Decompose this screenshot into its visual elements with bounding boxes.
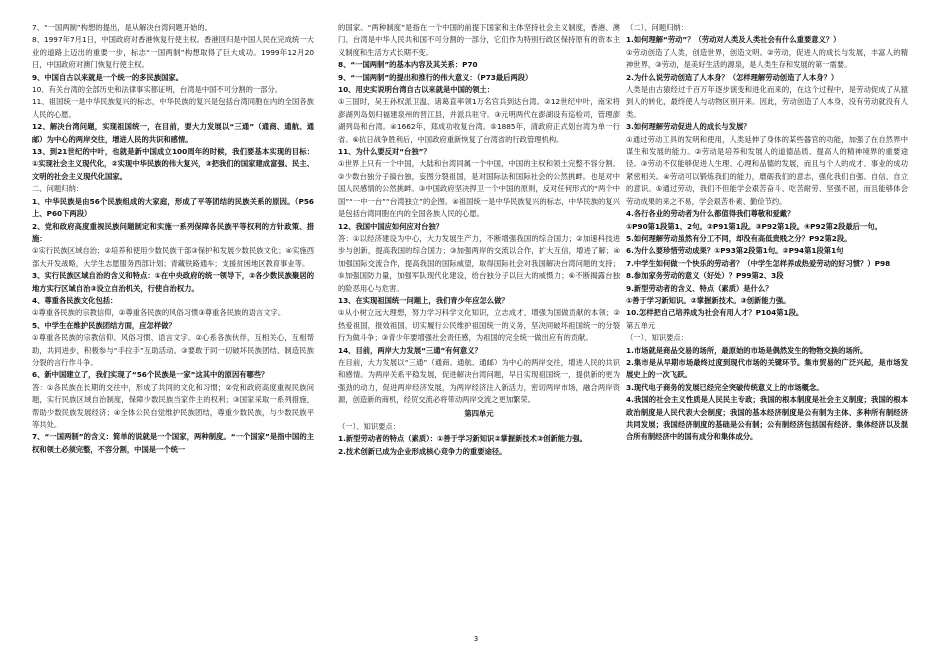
paragraph: 4.各行各业的劳动者为什么都值得我们尊敬和爱戴？ — [626, 209, 795, 219]
paragraph: 12、我国中国应如何应对台独？ — [338, 221, 444, 231]
paragraph: 1.新型劳动者的特点（素质）：①善于学习新知识②掌握新技术③创新能力强。 — [338, 434, 587, 444]
paragraph: 2.技术创新已成为企业形成核心竞争力的重要途径。 — [338, 446, 507, 456]
paragraph: 13、在实现祖国统一问题上，我们青少年应怎么做？ — [338, 295, 509, 305]
paragraph: 3.如何理解劳动促进人的成长与发展？ — [626, 122, 751, 132]
paragraph: 2.为什么说劳动创造了人本身？（怎样理解劳动创造了人本身？） — [626, 72, 839, 82]
paragraph: 在目前，大力发展以“三通”（通商、通航、通邮）为中心的两岸交往，增进人民的共识和感情。为两岸关系平稳发展，促进解决台湾问题，早日实现祖国统一，提供新的更为强劲的动力，促进两岸经济发展，为两岸经济注入新活力，密切两岸市场，融合两岸资源，创造新的商机，经贸交流必将带动两岸交流之更加繁荣。 — [338, 357, 620, 405]
paragraph: （二）、问题归纳： — [626, 23, 689, 32]
paragraph: ①尊重各民族的宗教信仰，②尊重各民族的风俗习惯③尊重各民族的语言文字。 — [32, 308, 286, 318]
paragraph: 1、中华民族是由56个民族组成的大家庭，形成了平等团结的民族关系的原因。（P56上、P60下两段） — [32, 196, 314, 219]
paragraph: 1.市场就是商品交易的场所，最原始的市场是偶然发生的物物交换的场所。 — [626, 345, 868, 355]
paragraph: ①从小树立远大理想，努力学习科学文化知识，立志成才，增强为国做贡献的本领；②热爱祖国，报效祖国，切实履行公民维护祖国统一的义务，坚决同破坏祖国统一的分裂行为做斗争；③青少年要增强社会责任感，为祖国的完全统一做出应有的贡献。 — [338, 308, 620, 343]
paragraph: ①劳动创造了人类，创造世界，创造文明。②劳动，促进人的成长与发展，丰富人的精神世界，③劳动，是美好生活的源泉，是人类生存和发展的第一需要。 — [626, 47, 908, 70]
paragraph: 12、解决台湾问题，实现祖国统一，在目前，要大力发展以“三通”（通商、通航、通邮）为中心的两岸交往，增进人民的共识和感情。 — [32, 122, 314, 144]
paragraph: 4、尊重各民族文化包括： — [32, 295, 118, 305]
paragraph: 8.参加家务劳动的意义（好处）？P99第2、3段 — [626, 271, 784, 281]
paragraph: 10、用史实说明台湾自古以来就是中国的领土： — [338, 85, 495, 95]
paragraph: 答：①各民族在长期的交往中，形成了共同的文化和习惯；②党和政府高度重视民族问题，实行民族区域自治制度，保障少数民族当家作主的权利；③国家采取一系列措施，帮助少数民族发展经济；④全体公民自觉维护民族团结，尊重少数民族，与少数民族平等共处。 — [32, 382, 314, 429]
paragraph: 6.为什么要珍惜劳动成果？①P93第2段第1句。②P94第1段第1句 — [626, 246, 844, 256]
paragraph: 7.中学生如何做一个快乐的劳动者？（中学生怎样养成热爱劳动的好习惯？）P98 — [626, 258, 891, 268]
paragraph: 10.怎样把自己培养成为社会有用人才？P104第1段。 — [626, 308, 804, 318]
section-heading: 第四单元 — [464, 408, 494, 418]
paragraph: 4.我国的社会主义性质是人民民主专政；我国的根本制度是社会主义制度；我国的根本政治制度是人民代表大会制度；我国的基本经济制度是公有制为主体、多种所有制经济共同发展；我国经济制度的基础是公有制；公有制经济包括国有经济、集体经济以及混合所有制经济中的国有成分和集体成分。 — [626, 395, 908, 442]
paragraph: 3、实行民族区域自治的含义和特点：①在中央政府的统一领导下，②各少数民族聚居的地方实行区域自治③设立自治机关，行使自治权力。 — [32, 271, 314, 293]
paragraph: 7、“一国两制”构想的提出，是从解决台湾问题开始的。 — [32, 23, 213, 32]
paragraph: 2.集市是从早期市场最终过度到现代市场的关键环节。集市贸易的广泛兴起，是市场发展史上的一次飞跃。 — [626, 357, 908, 380]
page-number: 3 — [473, 635, 479, 643]
column-right — [626, 22, 908, 444]
paragraph: ①善于学习新知识。②掌握新技术。③创新能力强。 — [626, 295, 791, 305]
paragraph: 二、问题归纳： — [32, 184, 84, 194]
column-middle — [338, 22, 620, 458]
paragraph: 的国家。“两种制度”是指在一个中国的前提下国家和主体坚持社会主义制度，香港、澳门、台湾是中华人民共和国不可分割的一部分，它们作为特别行政区保持原有的资本主义制度和生活方式长期不变。 — [338, 23, 620, 57]
paragraph: 11、祖国统一是中华民族复兴的标志，中华民族的复兴是包括台湾同胞在内的全国各族人民的心愿。 — [32, 97, 314, 119]
paragraph: 1.如何理解“劳动”？（劳动对人类及人类社会有什么重要意义？） — [626, 35, 841, 45]
paragraph: 2、党和政府高度重视民族问题制定和实施一系列保障各民族平等权利的方针政策、措施： — [32, 221, 314, 243]
paragraph: ①P90第1段第1、2句。②P91第1段。③P92第1段。④P92第2段最后一句。 — [626, 221, 882, 231]
paragraph: ①实行民族区域自治；②培养和使用少数民族干部③保护和发展少数民族文化；④实施西部大开发战略，大学生志愿服务西部计划；青藏铁路通车；支援贫困地区教育事业等。 — [32, 246, 314, 268]
paragraph: 答：①以经济建设为中心，大力发展生产力，不断增强我国的综合国力；②加速科技进步与创新，提高我国的综合国力；③加强两岸的交流以合作，扩大互信，增进了解；④加强国际交流合作，提高我国的国际威望，取得国际社会对我国解决台湾问题的支持；⑤加强国防力量，加强军队现代化建设，给台独分子以巨大的威慑力；⑥不断揭露台独的险恶用心与危害。 — [338, 233, 620, 293]
paragraph: 6、新中国建立了，我们实现了“56个民族是一家”这其中的原因有哪些？ — [32, 370, 269, 380]
paragraph: ①尊重各民族的宗教信仰、风俗习惯、语言文字。②心系各族伙伴，互相关心，互相帮助，共同进步，积极参与“手拉手”互助活动。③要敢于同一切破坏民族团结、制造民族分裂的言行作斗争。 — [32, 333, 314, 367]
paragraph: 人类是由古猿经过千百万年逐步演变和进化而来的，在这个过程中，是劳动促成了从猿到人的转化，最终使人与动物区别开来。因此，劳动创造了人本身，没有劳动就没有人类。 — [626, 85, 908, 119]
paragraph: 8、“一国两制”的基本内容及其关系：P70 — [338, 60, 478, 70]
paragraph: 9.新型劳动者的含义、特点（素质）是什么？ — [626, 283, 773, 293]
paragraph: 9、中国自古以来就是一个统一的多民族国家。 — [32, 72, 184, 82]
paragraph: 7、“一国两制”的含义：简单的说就是一个国家，两种制度。“一个国家”是指中国的主权和领土必须完整，不容分割，中国是一个统一 — [32, 432, 314, 454]
paragraph: （一）、知识要点： — [338, 422, 401, 431]
paragraph: 14、目前，两岸大力发展“三通”有何意义？ — [338, 345, 482, 355]
paragraph: 5.如何理解劳动虽然有分工不同，却没有高低贵贱之分？P92第2段。 — [626, 233, 852, 243]
paragraph: 8、1997年7月1日，中国政府对香港恢复行使主权。香港回归是中国人民在完成统一大业的道路上迈出的重要一步，标志“一国两制”构想取得了巨大成功。1999年12月20日，中国政府对澳门恢复行使主权。 — [32, 35, 314, 70]
paragraph: ①三国时，吴王孙权派卫温、诸葛直率领1万名官兵到达台湾。②12世纪中叶，南宋将澎湖列岛划归福建泉州的晋江县，并派兵驻守。③元明两代在澎湖设有巡检司，管理澎湖列岛和台湾。④1662年，郑成功收复台湾。⑤1885年，清政府正式划台湾为单一行省。⑥抗日战争胜利后，中国政府重新恢复了台湾省的行政管理机构。 — [338, 97, 620, 144]
paragraph: 13、到21世纪的中叶，也就是新中国成立100周年的时候，我们要基本实现的目标：①实现社会主义现代化，②实现中华民族的伟大复兴，③把我们的国家建成富强、民主、文明的社会主义现代化国家。 — [32, 147, 314, 181]
paragraph: 第五单元 — [626, 320, 656, 330]
paragraph: 9、“一国两制”的提出和推行的伟大意义：（P73最后两段） — [338, 72, 533, 82]
paragraph: （一）、知识要点： — [626, 333, 689, 343]
paragraph: ①世界上只有一个中国，大陆和台湾同属一个中国，中国的主权和领土完整不容分割。②少数台独分子搞台独，妄图分裂祖国，是对国际法和国际社会的公然挑衅。也是对中国人民感情的公然挑衅。③中国政府坚决捍卫一个中国的原则，反对任何形式的“两个中国”“一中一台”“台湾独立”的企图。④祖国统一是中华民族复兴的标志，中华民族的复兴是包括台湾同胞在内的全国各族人民的心愿。 — [338, 159, 620, 219]
paragraph: 5、中学生在维护民族团结方面，应怎样做？ — [32, 320, 176, 330]
paragraph: 10、有关台湾的全部历史和法律事实都证明，台湾是中国不可分割的一部分。 — [32, 85, 283, 95]
column-left — [32, 22, 314, 456]
paragraph: ①通过劳动工具的发明和使用，人类延伸了身体的某些器官的功能，加强了在自然界中谋生和发展的能力。②劳动是培养和发展人的道德品质、提高人的精神境界的重要途径。③劳动不仅能够促进人生理、心理和品德的发展，而且与个人的成才、事业的成功紧密相关。④劳动可以锻炼我们的能力，磨砺我们的意志，强化我们自强、自信、自立的意识。⑤通过劳动，我们不但能学会艰苦奋斗、吃苦耐劳、坚强不屈，而且能够体会劳动成果的来之不易，学会艰苦朴素、勤俭节约。 — [626, 134, 908, 206]
paragraph: 11、为什么要反对“台独”？ — [338, 147, 431, 157]
paragraph: 3.现代电子商务的发展已经完全突破传统意义上的市场概念。 — [626, 382, 824, 392]
